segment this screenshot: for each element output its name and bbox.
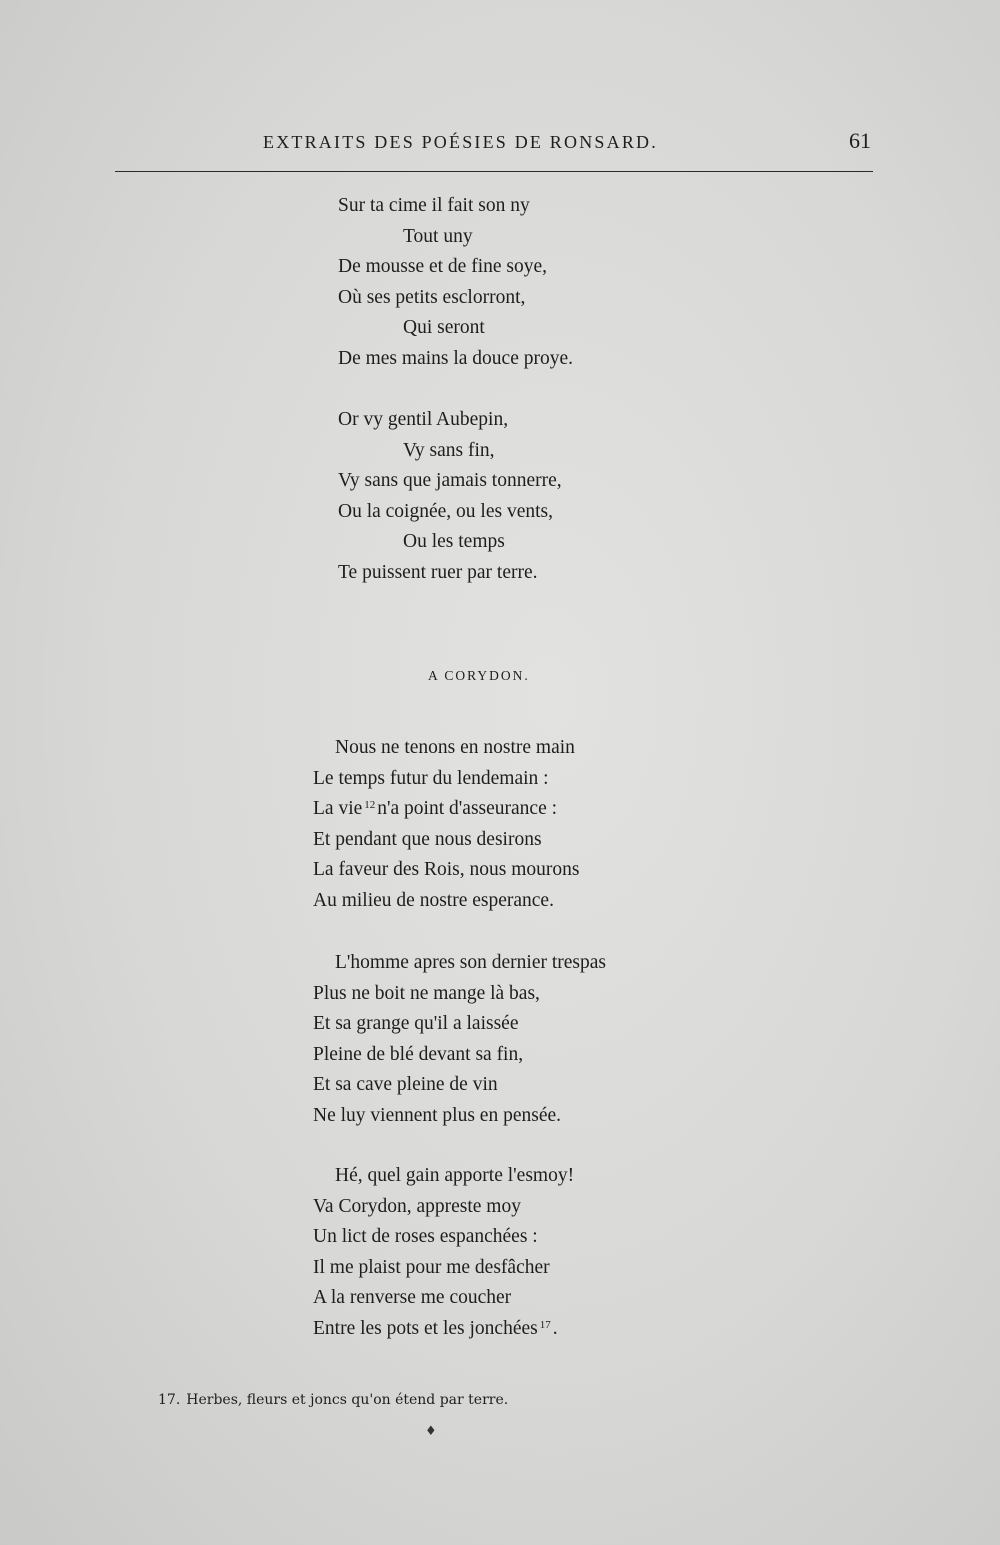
verse-line: Et sa grange qu'il a laissée [313, 1013, 519, 1034]
verse-line: De mousse et de fine soye, [338, 256, 548, 277]
header-rule [115, 171, 873, 172]
verse-line: Un lict de roses espanchées : [313, 1226, 538, 1247]
verse-line: Qui seront [403, 317, 485, 338]
verse-line: A la renverse me coucher [313, 1287, 512, 1308]
verse-line [313, 794, 579, 825]
running-title: EXTRAITS DES POÉSIES DE RONSARD. [263, 132, 658, 152]
stanza [338, 405, 562, 588]
verse-line: Et sa cave pleine de vin [313, 1074, 498, 1095]
verse-line: De mes mains la douce proye. [338, 347, 574, 369]
verse-text: n'a point d'asseurance : [377, 798, 558, 819]
verse-line: Il me plaist pour me desfâcher [313, 1256, 550, 1278]
verse-line: Ou les temps [403, 531, 505, 552]
ornament-icon: ♦ [425, 1424, 437, 1439]
verse-line: Hé, quel gain apporte l'esmoy! [335, 1165, 575, 1186]
verse-line: Nous ne tenons en nostre main [335, 737, 575, 758]
verse-line: Pleine de blé devant sa fin, [313, 1043, 524, 1065]
verse-line: Et pendant que nous desirons [313, 828, 542, 850]
verse-line: La faveur des Rois, nous mourons [313, 859, 580, 880]
verse-line: Tout uny [403, 225, 473, 247]
poem-title: A CORYDON. [428, 668, 530, 683]
verse-line: Entre les pots et les jonchées $^{17}$ . [313, 1317, 558, 1339]
page-number: 61 [849, 128, 871, 153]
verse-line: Au milieu de nostre esperance. [313, 889, 554, 911]
verse-line: Ne luy viennent plus en pensée. [313, 1104, 562, 1126]
footnote-ref[interactable]: 12 [364, 799, 376, 811]
footnote [158, 1392, 508, 1408]
verse-text: La vie [313, 798, 363, 819]
verse-line: L'homme apres son dernier trespas [335, 952, 607, 973]
verse-text: Entre les pots et les jonchées [313, 1317, 538, 1339]
verse-line: Vy sans fin, [403, 439, 495, 461]
verse-line: Plus ne boit ne mange là bas, [313, 982, 540, 1004]
verse-line: Va Corydon, appreste moy [313, 1195, 521, 1217]
verse-line: Le temps futur du lendemain : [313, 767, 549, 789]
footnote-text: Herbes, fleurs et joncs qu'on étend par terre. [186, 1392, 509, 1408]
verse-line: Où ses petits esclorront, [338, 286, 526, 308]
stanza [338, 191, 573, 374]
verse-line: Or vy gentil Aubepin, [338, 409, 509, 430]
running-header [0, 128, 1000, 160]
verse-line: Te puissent ruer par terre. [338, 561, 538, 583]
stanza [313, 948, 606, 1131]
footnote-ref[interactable]: 17 [539, 1318, 551, 1331]
verse-line: Vy sans que jamais tonnerre, [338, 470, 562, 491]
stanza [313, 1161, 574, 1344]
verse-line: Sur ta cime il fait son ny [338, 195, 530, 216]
footnote-number: 17. [158, 1392, 181, 1408]
verse-line: Ou la coignée, ou les vents, [338, 500, 553, 522]
stanza [313, 733, 579, 916]
